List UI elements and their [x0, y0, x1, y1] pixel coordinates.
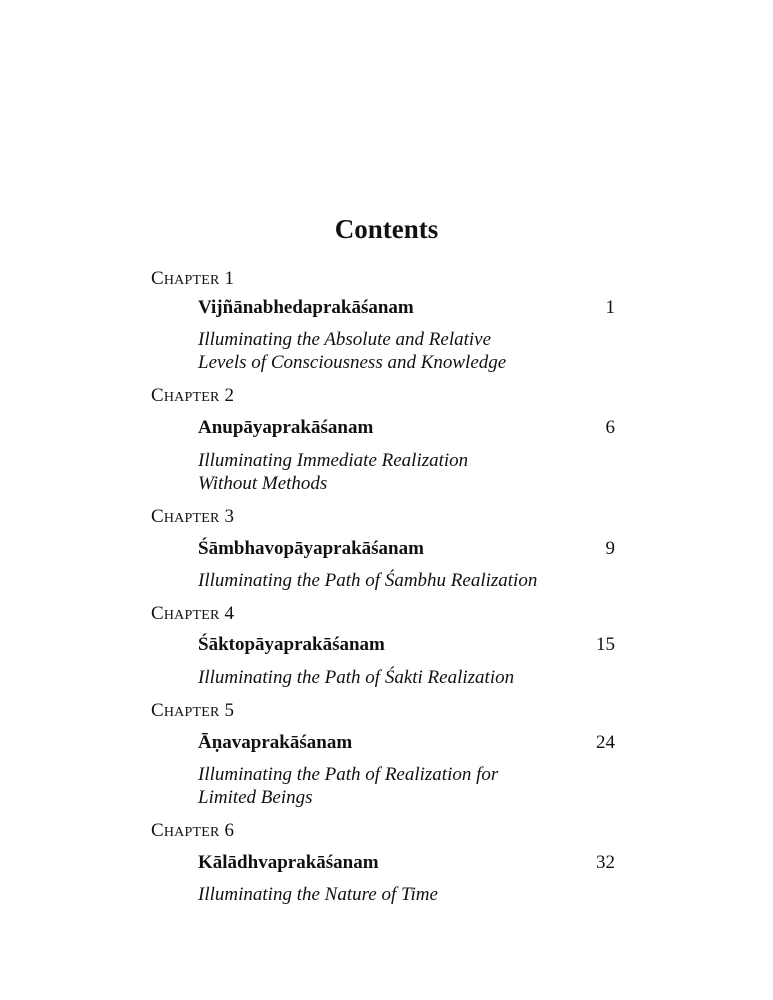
chapter-title[interactable]: Vijñānabhedaprakāśanam [198, 297, 414, 318]
chapter-subtitle-line: Without Methods [198, 473, 328, 494]
page-title: Contents [334, 214, 439, 244]
chapter-title[interactable]: Kālādhvaprakāśanam [198, 852, 379, 873]
chapter-subtitle-line: Illuminating the Nature of Time [198, 884, 438, 905]
chapter-label: CHAPTER 5 [151, 700, 235, 721]
chapter-label: CHAPTER 1 [151, 268, 235, 289]
page-number: 1 [605, 297, 615, 318]
chapter-title[interactable]: Anupāyaprakāśanam [198, 417, 374, 438]
page-number: 32 [596, 852, 615, 873]
page-number: 24 [596, 732, 615, 753]
chapter-subtitle-line: Illuminating the Path of Śakti Realization [198, 667, 515, 688]
chapter-label: CHAPTER 4 [151, 603, 235, 624]
page-number: 9 [605, 538, 615, 559]
chapter-subtitle-line: Levels of Consciousness and Knowledge [198, 352, 507, 373]
chapter-subtitle-line: Illuminating the Absolute and Relative [198, 329, 492, 350]
chapter-subtitle-line: Illuminating the Path of Realization for [198, 764, 499, 785]
page-number: 6 [605, 417, 615, 438]
chapter-label: CHAPTER 6 [151, 820, 235, 841]
chapter-title[interactable]: Śāktopāyaprakāśanam [198, 634, 385, 655]
page-number: 15 [596, 634, 615, 655]
chapter-label: CHAPTER 2 [151, 385, 235, 406]
chapter-title[interactable]: Śāmbhavopāyaprakāśanam [198, 538, 424, 559]
chapter-title[interactable]: Āṇavaprakāśanam [198, 732, 353, 753]
chapter-label: CHAPTER 3 [151, 506, 235, 527]
chapter-subtitle-line: Illuminating Immediate Realization [198, 450, 469, 471]
chapter-subtitle-line: Illuminating the Path of Śambhu Realization [198, 570, 538, 591]
chapter-subtitle-line: Limited Beings [198, 787, 313, 808]
